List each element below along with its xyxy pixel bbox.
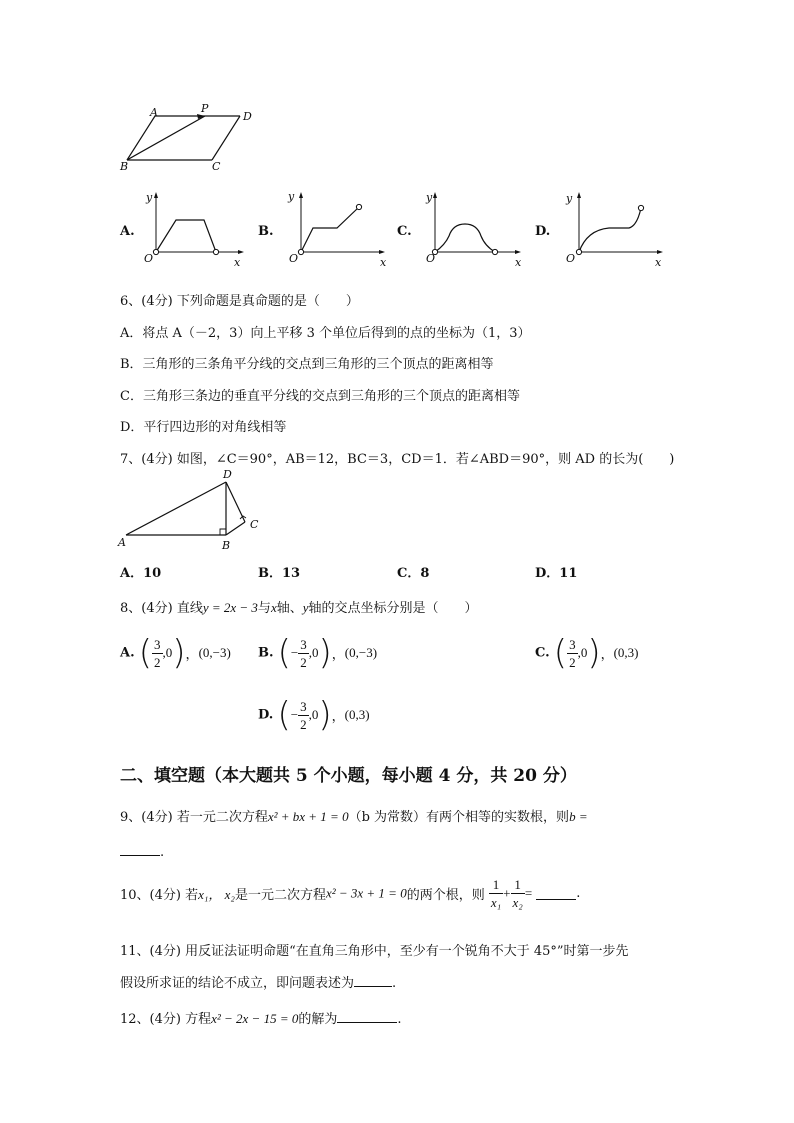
- q8-equation: y = 2x − 3: [202, 600, 258, 615]
- q7-label-D: D: [223, 468, 232, 481]
- q11-line2: 假设所求证的结论不成立，即问题表述为: [120, 976, 355, 991]
- q8-c-pair: (0,3): [613, 645, 639, 660]
- q8-c-num: 3: [569, 636, 576, 652]
- q8-a-sep: ，: [185, 647, 199, 663]
- q8-c-sep: ，: [600, 647, 614, 663]
- graph-a-origin: O: [144, 252, 154, 265]
- q8-b-num: 3: [300, 636, 307, 652]
- q8-stem: [120, 597, 478, 616]
- q8-option-c[interactable]: C. ( $\frac{3}{2}$ ,0)，(0,3): [535, 633, 639, 673]
- q8-option-d-letter: D.: [258, 707, 274, 723]
- q8-b-den: 2: [300, 654, 307, 670]
- q10-frac2-den: x₂: [512, 895, 523, 910]
- q12-stem: [120, 1008, 402, 1027]
- q8-b-tail: ,0: [308, 645, 319, 660]
- graph-b-y: y: [288, 190, 295, 203]
- graph-c-origin: O: [426, 252, 436, 265]
- q5-option-b-letter[interactable]: B.: [258, 224, 274, 239]
- q8-middle: 与: [257, 601, 271, 616]
- q12-prefix: 12、(4分) 方程: [120, 1012, 212, 1027]
- q8-d-pair: (0,3): [344, 707, 370, 722]
- q7-label-C: C: [250, 518, 259, 531]
- section-title: 二、填空题（本大题共 5 个小题，每小题 4 分，共 20 分）: [120, 766, 577, 786]
- q12-equation: x² − 2x − 15 = 0: [211, 1011, 299, 1026]
- graph-b-x: x: [380, 256, 387, 269]
- q9-blank[interactable]: [120, 843, 160, 856]
- q10-eq: =: [524, 885, 533, 901]
- q7-option-b[interactable]: B．13: [258, 566, 301, 581]
- q10-mid: 是一元二次方程: [234, 888, 326, 903]
- label-B: B: [120, 160, 129, 173]
- q8-x-var: x: [270, 600, 277, 615]
- q10-stem: [120, 878, 580, 909]
- label-D: D: [243, 110, 252, 123]
- graph-c-y: y: [426, 191, 433, 204]
- q8-b-sep: ，: [331, 647, 345, 663]
- q10-mid2: 的两个根，则: [406, 888, 485, 903]
- q8-a-num: 3: [154, 636, 161, 652]
- graph-d-origin: O: [566, 252, 576, 265]
- q7-triangle-figure: [118, 470, 278, 550]
- q7-stem: 7、(4分) 如图，∠C＝90°，AB＝12，BC＝3，CD＝1．若∠ABD＝90°，则 AD 的长为( ): [120, 452, 675, 467]
- q8-a-den: 2: [154, 654, 161, 670]
- label-P: P: [201, 102, 209, 115]
- q6-option-a[interactable]: A．将点 A（－2，3）向上平移 3 个单位后得到的点的坐标为（1，3）: [120, 326, 531, 341]
- label-C: C: [212, 160, 221, 173]
- q7-label-B: B: [222, 539, 231, 552]
- q10-frac1-den: x₁: [490, 895, 502, 910]
- q6-option-d[interactable]: D．平行四边形的对角线相等: [120, 420, 287, 435]
- graph-b: [285, 190, 395, 270]
- q10-plus: +: [503, 885, 511, 901]
- q8-option-c-letter: C.: [535, 645, 550, 661]
- q8-option-a[interactable]: A. ( $\frac{3}{2}$ ,0)，(0,−3): [120, 633, 231, 673]
- q9-prefix: 9、(4分) 若一元二次方程: [120, 810, 268, 825]
- q7-option-c[interactable]: C．8: [397, 566, 430, 581]
- q12-blank[interactable]: [337, 1010, 397, 1023]
- q8-middle2: 轴、: [276, 601, 303, 616]
- graph-b-origin: O: [289, 252, 299, 265]
- q8-c-den: 2: [569, 654, 576, 670]
- q8-d-den: 2: [300, 716, 307, 732]
- q7-label-A: A: [118, 536, 126, 549]
- q8-d-sep: ，: [331, 709, 345, 725]
- q5-option-d-letter[interactable]: D.: [535, 224, 551, 239]
- q10-frac1-num: 1: [489, 878, 503, 894]
- q8-option-b-letter: B.: [258, 645, 274, 661]
- q8-b-sign: −: [290, 645, 299, 660]
- q8-option-d[interactable]: D. (− $\frac{3}{2}$ ,0)，(0,3): [258, 695, 370, 735]
- q8-b-pair: (0,−3): [344, 645, 378, 660]
- graph-d-x: x: [655, 256, 662, 269]
- q11-end: .: [392, 976, 397, 991]
- q10-blank[interactable]: [536, 887, 576, 900]
- q6-option-b[interactable]: B．三角形的三条角平分线的交点到三角形的三个顶点的距离相等: [120, 357, 494, 372]
- q9-answer-line[interactable]: [120, 843, 164, 860]
- q9-tail: b =: [569, 809, 588, 824]
- q10-end: .: [576, 886, 581, 901]
- q10-vars: x₁， x₂: [198, 887, 235, 902]
- q11-blank[interactable]: [354, 974, 392, 987]
- q12-end: .: [397, 1012, 402, 1027]
- q8-d-tail: ,0: [308, 707, 319, 722]
- q9-end: .: [160, 845, 165, 860]
- q9-equation: x² + bx + 1 = 0: [267, 809, 349, 824]
- q8-a-tail: ,0: [162, 645, 173, 660]
- q11-line2-wrap: [120, 972, 396, 991]
- q8-a-pair: (0,−3): [198, 645, 231, 660]
- q8-c-tail: ,0: [577, 645, 588, 660]
- q7-option-a[interactable]: A．10: [120, 566, 162, 581]
- q8-y-var: y: [302, 600, 309, 615]
- q8-d-num: 3: [300, 698, 307, 714]
- graph-d-y: y: [566, 192, 573, 205]
- q6-option-c[interactable]: C．三角形三条边的垂直平分线的交点到三角形的三个顶点的距离相等: [120, 389, 520, 404]
- q8-d-sign: −: [290, 707, 299, 722]
- label-A: A: [150, 106, 158, 119]
- q10-frac2-num: 1: [511, 878, 525, 894]
- q8-option-a-letter: A.: [120, 645, 135, 661]
- graph-c-x: x: [515, 256, 522, 269]
- graph-a-y: y: [146, 191, 153, 204]
- q10-prefix: 10、(4分) 若: [120, 888, 199, 903]
- q8-option-b[interactable]: B. (− $\frac{3}{2}$ ,0)，(0,−3): [258, 633, 378, 673]
- q12-mid: 的解为: [298, 1012, 338, 1027]
- q9-paren: （b 为常数）有两个相等的实数根，则: [348, 810, 570, 825]
- q9-stem: [120, 806, 588, 825]
- graph-a-x: x: [234, 256, 241, 269]
- q7-option-d[interactable]: D．11: [535, 566, 578, 581]
- q10-equation: x² − 3x + 1 = 0: [325, 885, 407, 901]
- q5-option-c-letter[interactable]: C.: [397, 224, 412, 239]
- q11-line1: 11、(4分) 用反证法证明命题“在直角三角形中，至少有一个锐角不大于 45°”时第一步先: [120, 944, 629, 959]
- q5-option-a-letter[interactable]: A.: [120, 224, 135, 239]
- q8-suffix: 轴的交点坐标分别是（ ）: [308, 601, 478, 616]
- q8-prefix: 8、(4分) 直线: [120, 601, 203, 616]
- q6-stem: 6、(4分) 下列命题是真命题的是（ ）: [120, 294, 359, 309]
